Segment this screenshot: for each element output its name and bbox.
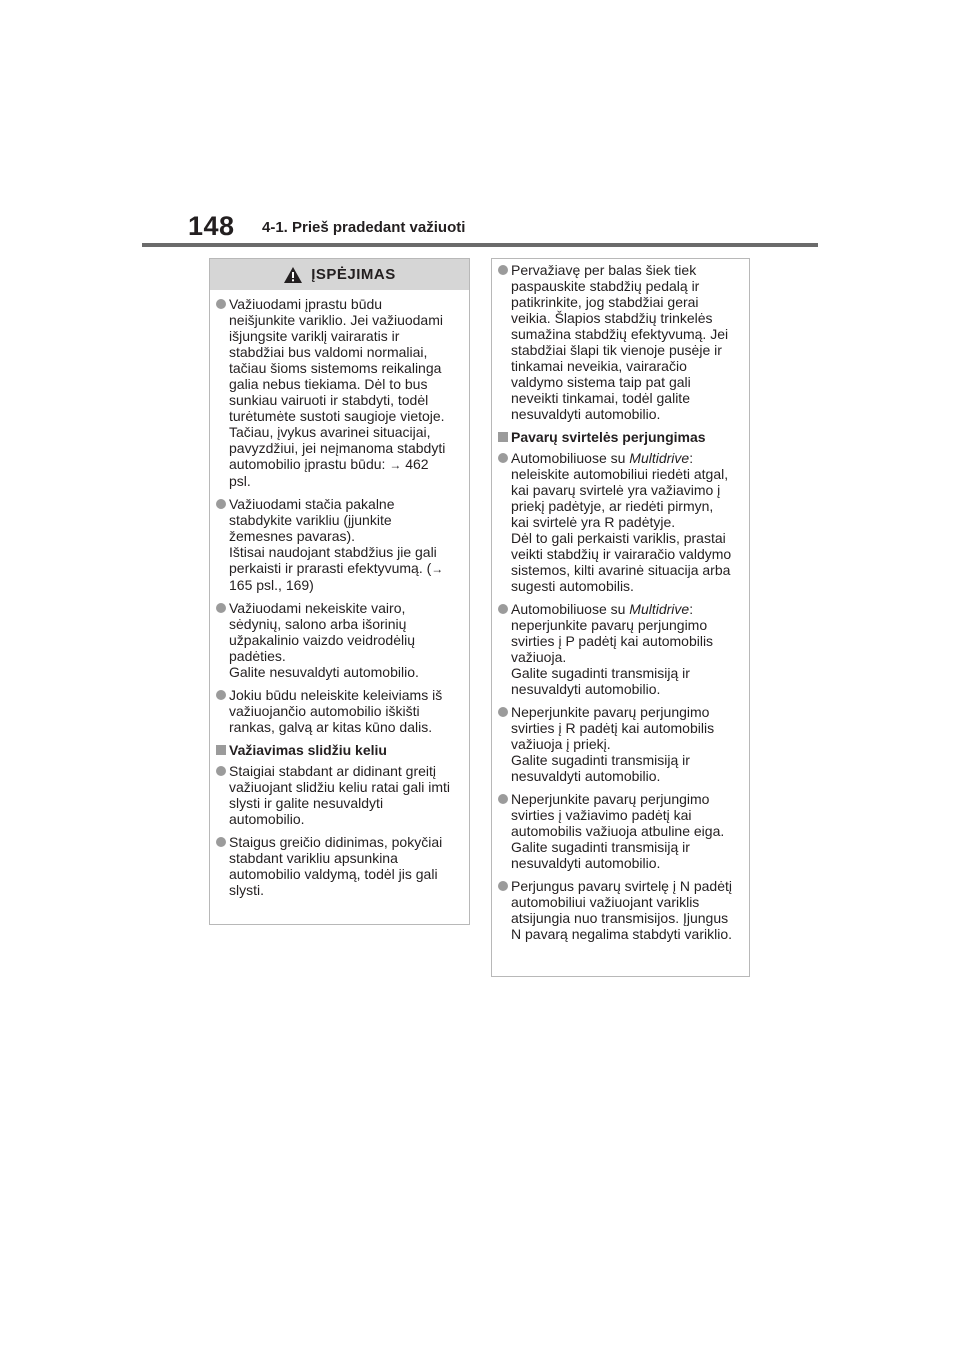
bullet-icon (216, 603, 226, 613)
warning-continuation-box (491, 258, 750, 977)
text-line: sumažina stabdžių efektyvumą. Jei (511, 326, 729, 342)
bullet-icon (216, 499, 226, 509)
arrow-icon: → (389, 458, 402, 472)
text-fragment: : (689, 601, 694, 617)
text-line: Neperjunkite pavarų perjungimo (511, 791, 710, 807)
bullet-icon (216, 766, 226, 776)
bullet-icon (498, 453, 508, 463)
text-line: neperjunkite pavarų perjungimo (511, 617, 708, 633)
text-line: Pervažiavę per balas šiek tiek (511, 262, 697, 278)
reference-text: automobilio įprastu būdu: (229, 456, 390, 472)
warning-content (492, 259, 749, 942)
text-line: Tačiau, įvykus avarinei situacijai, (229, 424, 431, 440)
list-item (496, 450, 749, 594)
text-line: važiuoja į priekį. (511, 736, 611, 752)
warning-box (209, 258, 470, 925)
text-line: priekį padėtyje, ar riedėti pirmyn, (511, 498, 714, 514)
text-line: stabdant varikliu apsunkina (229, 850, 398, 866)
text-line: automobilio valdymą, todėl jis gali (229, 866, 438, 882)
bullet-icon (216, 690, 226, 700)
reference-line (229, 456, 469, 473)
subheading-text: Pavarų svirtelės perjungimas (511, 429, 706, 445)
text-line (511, 601, 749, 617)
warning-title: ĮSPĖJIMAS (311, 266, 396, 283)
list-item (214, 496, 469, 593)
text-line: N pavarą negalima stabdyti variklio. (511, 926, 732, 942)
text-line: nesuvaldyti automobilio. (511, 768, 661, 784)
text-line: Važiuodami įprastu būdu (229, 296, 383, 312)
text-fragment: Automobiliuose su (511, 450, 630, 466)
text-line: Galite sugadinti transmisiją ir (511, 752, 690, 768)
subheading (214, 742, 469, 758)
subheading (496, 429, 749, 445)
warning-content (210, 290, 469, 898)
text-line: Ištisai naudojant stabdžius jie gali (229, 544, 437, 560)
square-bullet-icon (498, 432, 508, 442)
text-line: neišjunkite variklio. Jei važiuodami (229, 312, 443, 328)
text-line: padėties. (229, 648, 286, 664)
subheading-text: Važiavimas slidžiu keliu (229, 742, 387, 758)
text-line: Galite sugadinti transmisiją ir (511, 839, 690, 855)
warning-header (210, 259, 469, 290)
text-line: sėdynių, salono arba išorinių (229, 616, 407, 632)
list-item (214, 687, 469, 735)
bullet-icon (498, 881, 508, 891)
section-title: 4-1. Prieš pradedant važiuoti (262, 219, 466, 236)
warning-triangle-icon (283, 266, 303, 284)
text-line: nesuvaldyti automobilio. (511, 681, 661, 697)
text-line: svirties į P padėtį kai automobilis (511, 633, 714, 649)
bullet-icon (216, 837, 226, 847)
list-item (496, 601, 749, 697)
text-line: tačiau šioms sistemoms reikalinga (229, 360, 442, 376)
text-line: automobilis važiuoja atbuline eiga. (511, 823, 725, 839)
text-line: slysti. (229, 882, 264, 898)
reference-line (229, 560, 469, 577)
text-line: kai pavarų svirtelė yra važiavimo į (511, 482, 721, 498)
text-line (511, 450, 749, 466)
text-line: stabdžiai šlapi tik vienoje pusėje ir (511, 342, 722, 358)
list-item (496, 878, 749, 942)
text-line: rankas, galvą ar kitas kūno dalis. (229, 719, 433, 735)
text-line: psl. (229, 473, 251, 489)
text-line: pavyzdžiui, jei neįmanoma stabdyti (229, 440, 446, 456)
list-item (496, 262, 749, 422)
text-line: nesuvaldyti automobilio. (511, 406, 661, 422)
page-reference-link[interactable]: 165 psl., 169) (229, 577, 314, 593)
square-bullet-icon (216, 745, 226, 755)
text-line: Neperjunkite pavarų perjungimo (511, 704, 710, 720)
bullet-icon (498, 265, 508, 275)
text-line: svirties į važiavimo padėtį kai (511, 807, 692, 823)
text-line: veikti stabdžių ir vairaračio valdymo (511, 546, 732, 562)
reference-text: perkaisti ir prarasti efektyvumą. ( (229, 560, 432, 576)
list-item (214, 600, 469, 680)
text-line: išjungsite variklį vairaratis ir (229, 328, 400, 344)
text-line: Važiuodami stačia pakalne (229, 496, 395, 512)
list-item (214, 763, 469, 827)
page-number: 148 (188, 211, 235, 241)
text-line: neveikti tinkamai, todėl galite (511, 390, 690, 406)
bullet-icon (498, 604, 508, 614)
text-line: Staigus greičio didinimas, pokyčiai (229, 834, 443, 850)
text-line: kai svirtelė yra R padėtyje. (511, 514, 676, 530)
text-line: važiuojančio automobilio iškišti (229, 703, 420, 719)
text-line: veikia. Šlapios stabdžių trinkelės (511, 310, 713, 326)
text-fragment: Automobiliuose su (511, 601, 630, 617)
text-line: slysti ir galite nesuvaldyti (229, 795, 384, 811)
text-line: Perjungus pavarų svirtelę į N padėtį (511, 878, 733, 894)
text-line: Jokiu būdu neleiskite keleiviams iš (229, 687, 443, 703)
text-line: stabdžiai bus valdomi normaliai, (229, 344, 428, 360)
text-line: važiuojant slidžiu keliu ratai gali imti (229, 779, 450, 795)
arrow-icon: → (431, 562, 444, 576)
emphasis-text: Multidrive (629, 601, 690, 617)
text-line: paspauskite stabdžių pedalą ir (511, 278, 700, 294)
text-line: Galite nesuvaldyti automobilio. (229, 664, 419, 680)
text-line: Važiuodami nekeiskite vairo, (229, 600, 406, 616)
text-line: stabdykite varikliu (įjunkite (229, 512, 392, 528)
text-line: sunkiau vairuoti ir stabdyti, todėl (229, 392, 429, 408)
emphasis-text: Multidrive (629, 450, 690, 466)
text-line: užpakalinio vaizdo veidrodėlių (229, 632, 416, 648)
list-item (214, 834, 469, 898)
text-line: važiuoja. (511, 649, 567, 665)
page-reference-link[interactable]: 462 (401, 456, 429, 472)
text-line: Staigiai stabdant ar didinant greitį (229, 763, 437, 779)
text-line: automobiliui važiuojant variklis (511, 894, 700, 910)
text-line: turėtumėte sustoti saugioje vietoje. (229, 408, 445, 424)
bullet-icon (498, 707, 508, 717)
text-line: nesuvaldyti automobilio. (511, 855, 661, 871)
text-line: sistemos, kilti avarinė situacija arba (511, 562, 731, 578)
text-line: Galite sugadinti transmisiją ir (511, 665, 690, 681)
text-line: automobilio. (229, 811, 305, 827)
text-line: žemesnes pavaras). (229, 528, 356, 544)
text-line: patikrinkite, jog stabdžiai gerai (511, 294, 699, 310)
header-rule (142, 243, 818, 247)
text-line: sugesti automobilis. (511, 578, 634, 594)
list-item (214, 296, 469, 489)
text-line: valdymo sistema taip pat gali (511, 374, 691, 390)
text-line: Dėl to gali perkaisti variklis, prastai (511, 530, 726, 546)
list-item (496, 791, 749, 871)
text-fragment: : (689, 450, 694, 466)
text-line: tinkamai neveikia, vairaračio (511, 358, 687, 374)
text-line: svirties į R padėtį kai automobilis (511, 720, 715, 736)
bullet-icon (498, 794, 508, 804)
text-line: neleiskite automobiliui riedėti atgal, (511, 466, 729, 482)
text-line: atsijungia nuo transmisijos. Įjungus (511, 910, 729, 926)
bullet-icon (216, 299, 226, 309)
text-line: galia nebus tiekiama. Dėl to bus (229, 376, 428, 392)
list-item (496, 704, 749, 784)
